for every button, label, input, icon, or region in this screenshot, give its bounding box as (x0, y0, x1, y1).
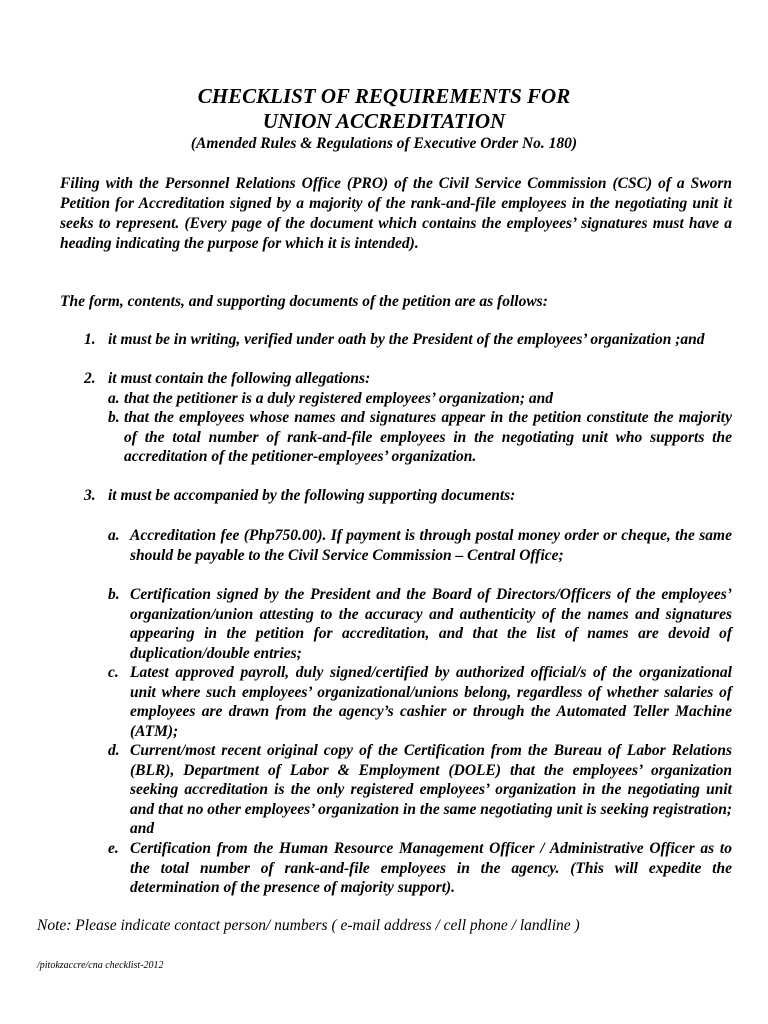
item-3-marker: 3. (84, 487, 96, 504)
allegation-b-text: that the employees whose names and signatures appear in the petition constitute the majority of the total number of rank-and-file employees in the negotiating unit who supports the accreditation of the petitioner-employees’ organization. (124, 409, 732, 465)
allegation-a-text: that the petitioner is a duly registered employees’ organization; and (124, 390, 553, 407)
document-e-text: Certification from the Human Resource Management Officer / Administrative Officer as to the total number of rank-and-file employees in the agency. (This will expedite the determination of the presence of majority support). (130, 840, 732, 896)
document-a-text: Accreditation fee (Php750.00). If payment is through postal money order or cheque, the same should be payable to the Civil Service Commission – Central Office; (130, 527, 732, 564)
document-b-text: Certification signed by the President and the Board of Directors/Officers of the employees’ organization/union attesting to the accuracy and authenticity of the names and signatures appearing in the petition for accreditation, and that the list of names are devoid of duplication/double entries; (130, 586, 732, 662)
document-d-text: Current/most recent original copy of the Certification from the Bureau of Labor Relations (BLR), Department of Labor & Employment (DOLE) that the employees’ organization seeking accreditation is the only registered employees’ organization in the negotiating unit and that no other employees’ organization in the same negotiating unit is seeking registration; and (130, 742, 732, 837)
intro-paragraph: Filing with the Personnel Relations Office (PRO) of the Civil Service Commission (CSC) of a Sworn Petition for Accreditation signed by a majority of the rank-and-file employees in the negotiating unit it seeks to represent. (Every page of the document which contains the employees’ signatures must have a heading indicating the purpose for which it is intended). (60, 175, 732, 252)
item-3-text: it must be accompanied by the following supporting documents: (108, 487, 516, 504)
footer-reference: /pitokzaccre/cna checklist-2012 (37, 960, 164, 971)
lead-paragraph: The form, contents, and supporting documents of the petition are as follows: (60, 293, 548, 310)
document-d-marker: d. (108, 742, 120, 759)
item-2-marker: 2. (84, 370, 96, 387)
allegation-a-marker: a. (108, 390, 120, 407)
item-2-text: it must contain the following allegations: (108, 370, 371, 387)
title-line-1: CHECKLIST OF REQUIREMENTS FOR (197, 84, 571, 108)
subtitle: (Amended Rules & Regulations of Executive Order No. 180) (190, 135, 578, 152)
contact-note: Note: Please indicate contact person/ numbers ( e-mail address / cell phone / landline ) (37, 917, 580, 934)
allegation-b-marker: b. (108, 409, 120, 426)
document-a-marker: a. (108, 527, 120, 544)
document-c-text: Latest approved payroll, duly signed/certified by authorized official/s of the organizational unit where such employees’ organizational/unions belong, regardless of whether salaries of employees are drawn from the agency’s cashier or through the Automated Teller Machine (ATM); (130, 664, 732, 740)
document-c-marker: c. (108, 664, 119, 681)
title-line-2: UNION ACCREDITATION (262, 109, 506, 133)
document-b-marker: b. (108, 586, 120, 603)
document-e-marker: e. (108, 840, 119, 857)
item-1-marker: 1. (84, 331, 96, 348)
item-1-text: it must be in writing, verified under oath by the President of the employees’ organization ;and (108, 331, 705, 348)
